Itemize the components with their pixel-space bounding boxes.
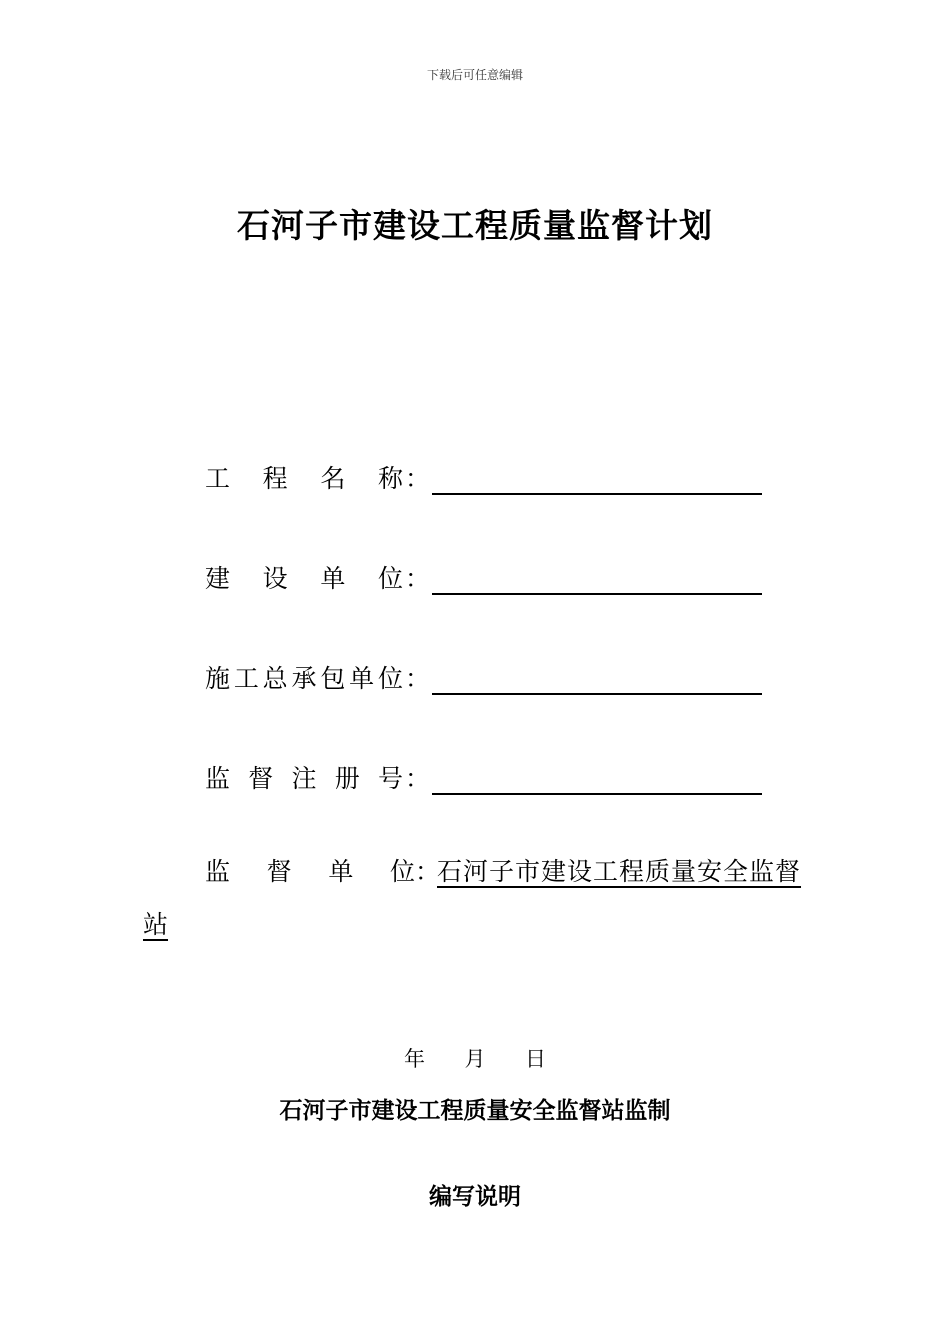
field-label	[205, 659, 430, 695]
label-char: 工	[205, 464, 231, 493]
field-supervising-unit	[205, 852, 810, 888]
field-label	[205, 459, 430, 495]
label-colon: ：	[404, 464, 430, 493]
label-char: 建	[205, 564, 231, 593]
field-registration-number	[205, 755, 762, 795]
label-char: 工	[233, 664, 259, 693]
label-char: 总	[262, 664, 288, 693]
label-char: 注	[291, 764, 317, 793]
project-name-blank[interactable]	[432, 463, 762, 495]
registration-number-blank[interactable]	[432, 763, 762, 795]
label-colon: ：	[404, 564, 430, 593]
supervising-unit-value-continued: 站	[143, 910, 169, 939]
label-char: 监	[205, 764, 231, 793]
label-char: 号	[377, 764, 403, 793]
label-char: 设	[262, 564, 288, 593]
date-day: 日	[525, 1047, 546, 1071]
label-char: 位	[377, 664, 403, 693]
label-char: 名	[320, 464, 346, 493]
label-char: 位	[389, 857, 415, 886]
label-colon: ：	[404, 664, 430, 693]
label-char: 施	[205, 664, 231, 693]
issuer-line: 石河子市建设工程质量安全监督站监制	[279, 1097, 671, 1124]
label-char: 册	[334, 764, 360, 793]
field-label	[205, 852, 415, 888]
label-char: 包	[320, 664, 346, 693]
label-char: 单	[320, 564, 346, 593]
field-label	[205, 759, 430, 795]
label-char: 督	[266, 857, 292, 886]
label-char: 单	[349, 664, 375, 693]
field-construction-unit	[205, 555, 762, 595]
label-char: 称	[377, 464, 403, 493]
date-line	[404, 1043, 546, 1073]
label-char: 程	[262, 464, 288, 493]
label-char: 督	[248, 764, 274, 793]
label-char: 位	[377, 564, 403, 593]
label-char: 监	[205, 857, 231, 886]
construction-unit-blank[interactable]	[432, 563, 762, 595]
general-contractor-blank[interactable]	[432, 663, 762, 695]
label-colon: ：	[404, 764, 430, 793]
label-colon: ：	[415, 857, 441, 886]
date-year: 年	[404, 1047, 425, 1071]
label-char: 承	[291, 664, 317, 693]
supervising-unit-value: 石河子市建设工程质量安全监督	[437, 857, 802, 886]
header-note: 下载后可任意编辑	[426, 68, 523, 82]
label-char: 单	[328, 857, 354, 886]
field-label	[205, 559, 430, 595]
date-month: 月	[464, 1047, 486, 1071]
field-project-name	[205, 455, 762, 495]
section-title: 编写说明	[429, 1183, 521, 1210]
field-general-contractor	[205, 655, 762, 695]
document-title: 石河子市建设工程质量监督计划	[237, 206, 713, 245]
